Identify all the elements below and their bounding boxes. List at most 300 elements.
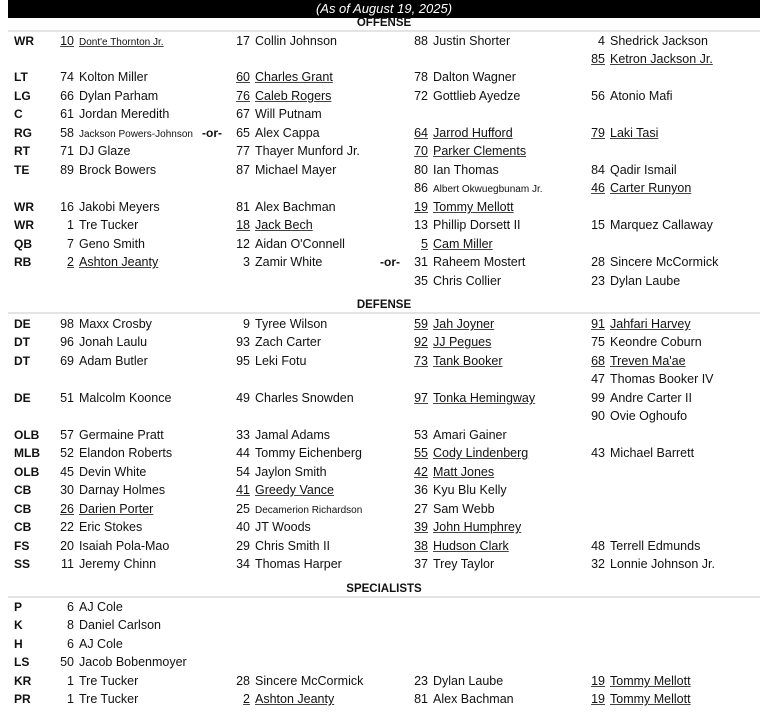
- player-name: Thomas Harper: [255, 557, 342, 571]
- player-entry: [230, 124, 320, 142]
- player-entry: [230, 352, 306, 370]
- depth-row: [0, 50, 768, 68]
- jersey-number: 11: [61, 557, 74, 571]
- player-entry-rookie: [408, 142, 526, 160]
- jersey-number: 50: [60, 655, 74, 669]
- jersey-number: 51: [60, 391, 74, 405]
- player-entry: [230, 142, 360, 160]
- jersey-number: 17: [236, 34, 250, 48]
- player-entry: [408, 216, 521, 234]
- player-entry-rookie: [408, 444, 528, 462]
- player-entry: [585, 537, 700, 555]
- player-entry: [54, 426, 164, 444]
- player-entry: [54, 142, 130, 160]
- player-name: Marquez Callaway: [610, 218, 713, 232]
- jersey-number: 90: [591, 409, 605, 423]
- jersey-number: 67: [236, 107, 250, 121]
- position-label: KR: [14, 674, 32, 688]
- player-name: Alex Bachman: [433, 692, 514, 706]
- player-name: Thayer Munford Jr.: [255, 144, 360, 158]
- or-separator: -or-: [202, 126, 222, 140]
- jersey-number: 46: [591, 181, 605, 195]
- depth-row: [0, 253, 768, 271]
- player-entry-rookie: [408, 463, 494, 481]
- player-name: Zach Carter: [255, 335, 321, 349]
- player-name: Parker Clements: [433, 144, 527, 158]
- depth-row: [0, 481, 768, 499]
- player-entry-rookie: [408, 518, 521, 536]
- jersey-number: 95: [236, 354, 250, 368]
- player-name: Dylan Laube: [433, 674, 504, 688]
- section-header-offense: OFFENSE: [8, 16, 760, 32]
- jersey-number: 73: [414, 354, 428, 368]
- position-label: QB: [14, 237, 32, 251]
- player-name: Tank Booker: [433, 354, 503, 368]
- player-name: Tre Tucker: [79, 674, 139, 688]
- player-name: Lonnie Johnson Jr.: [610, 557, 715, 571]
- jersey-number: 69: [60, 354, 74, 368]
- player-name: Jakobi Meyers: [79, 200, 160, 214]
- player-entry: [54, 161, 156, 179]
- jersey-number: 27: [414, 502, 428, 516]
- position-label: LG: [14, 89, 31, 103]
- player-name: Tommy Mellott: [433, 200, 514, 214]
- player-name: Chris Smith II: [255, 539, 331, 553]
- jersey-number: 75: [591, 335, 605, 349]
- depth-row: [0, 198, 768, 216]
- player-name: Dylan Parham: [79, 89, 159, 103]
- position-label: WR: [14, 34, 34, 48]
- depth-row: [0, 161, 768, 179]
- player-entry: [230, 235, 345, 253]
- jersey-number: 1: [67, 692, 74, 706]
- jersey-number: 60: [236, 70, 250, 84]
- jersey-number: 96: [60, 335, 74, 349]
- position-label: FS: [14, 539, 30, 553]
- player-entry-rookie: [585, 50, 713, 68]
- jersey-number: 98: [60, 317, 74, 331]
- player-name: Devin White: [79, 465, 147, 479]
- jersey-number: 45: [60, 465, 74, 479]
- jersey-number: 36: [414, 483, 428, 497]
- position-label: PR: [14, 692, 31, 706]
- position-label: WR: [14, 200, 34, 214]
- position-label: CB: [14, 502, 32, 516]
- player-entry-rookie: [230, 216, 313, 234]
- depth-row: [0, 690, 768, 708]
- jersey-number: 3: [243, 255, 250, 269]
- jersey-number: 28: [591, 255, 605, 269]
- jersey-number: 1: [67, 674, 74, 688]
- player-entry-rookie: [585, 672, 691, 690]
- position-label: RG: [14, 126, 32, 140]
- player-name: Ashton Jeanty: [255, 692, 335, 706]
- player-name: Geno Smith: [79, 237, 146, 251]
- player-entry: [230, 555, 342, 573]
- jersey-number: 79: [591, 126, 605, 140]
- player-entry: [408, 253, 525, 271]
- jersey-number: 13: [414, 218, 428, 232]
- player-name: Caleb Rogers: [255, 89, 332, 103]
- player-name: Michael Barrett: [610, 446, 695, 460]
- player-name: Darnay Holmes: [79, 483, 166, 497]
- section-header-defense: DEFENSE: [8, 298, 760, 314]
- player-entry: [408, 690, 514, 708]
- depth-row: [0, 105, 768, 123]
- jersey-number: 5: [421, 237, 428, 251]
- jersey-number: 20: [60, 539, 74, 553]
- player-entry: [54, 635, 123, 653]
- player-name: Eric Stokes: [79, 520, 143, 534]
- player-entry: [230, 537, 330, 555]
- jersey-number: 34: [236, 557, 250, 571]
- player-entry: [230, 463, 327, 481]
- player-name: Charles Snowden: [255, 391, 354, 405]
- jersey-number: 81: [414, 692, 428, 706]
- player-name: Tonka Hemingway: [433, 391, 536, 405]
- position-label: WR: [14, 218, 34, 232]
- jersey-number: 66: [60, 89, 74, 103]
- player-entry: [585, 32, 708, 50]
- player-name: Jordan Meredith: [79, 107, 170, 121]
- player-name: Jeremy Chinn: [79, 557, 157, 571]
- player-entry: [54, 235, 145, 253]
- position-label: LT: [14, 70, 28, 84]
- player-name: Ketron Jackson Jr.: [610, 52, 713, 66]
- position-label: OLB: [14, 465, 40, 479]
- player-entry-rookie: [230, 68, 333, 86]
- jersey-number: 44: [236, 446, 250, 460]
- jersey-number: 18: [236, 218, 250, 232]
- player-entry: [230, 672, 363, 690]
- player-entry-rookie: [408, 389, 535, 407]
- jersey-number: 61: [60, 107, 74, 121]
- depth-row: [0, 272, 768, 290]
- player-entry: [585, 272, 680, 290]
- depth-row: [0, 235, 768, 253]
- jersey-number: 4: [598, 34, 605, 48]
- player-entry: [585, 253, 718, 271]
- player-name: Cam Miller: [433, 237, 493, 251]
- jersey-number: 53: [414, 428, 428, 442]
- depth-row: [0, 635, 768, 653]
- player-entry-rookie: [54, 32, 164, 52]
- player-name: Tre Tucker: [79, 692, 139, 706]
- jersey-number: 25: [236, 502, 250, 516]
- jersey-number: 37: [414, 557, 428, 571]
- depth-row: [0, 87, 768, 105]
- jersey-number: 15: [591, 218, 605, 232]
- player-entry-rookie: [585, 124, 658, 142]
- jersey-number: 30: [60, 483, 74, 497]
- player-entry-rookie: [408, 198, 514, 216]
- jersey-number: 16: [60, 200, 74, 214]
- depth-row: [0, 370, 768, 388]
- player-name: Ian Thomas: [433, 163, 499, 177]
- position-label: CB: [14, 520, 32, 534]
- player-entry: [54, 444, 172, 462]
- player-name: Tommy Mellott: [610, 692, 691, 706]
- jersey-number: 28: [236, 674, 250, 688]
- player-name: Leki Fotu: [255, 354, 307, 368]
- depth-row: [0, 32, 768, 50]
- depth-row: [0, 124, 768, 142]
- depth-row: [0, 598, 768, 616]
- player-name: Qadir Ismail: [610, 163, 677, 177]
- player-entry: [230, 518, 311, 536]
- jersey-number: 43: [591, 446, 605, 460]
- player-entry: [585, 407, 687, 425]
- jersey-number: 33: [236, 428, 250, 442]
- player-name: Charles Grant: [255, 70, 333, 84]
- player-name: DJ Glaze: [79, 144, 131, 158]
- jersey-number: 9: [243, 317, 250, 331]
- player-name: JT Woods: [255, 520, 311, 534]
- player-name: Jonah Laulu: [79, 335, 148, 349]
- player-entry: [54, 537, 169, 555]
- player-name: Decamerion Richardson: [255, 505, 363, 516]
- player-entry: [54, 653, 187, 671]
- player-entry: [408, 87, 520, 105]
- position-label: LS: [14, 655, 30, 669]
- player-entry: [408, 426, 507, 444]
- player-entry: [408, 500, 495, 518]
- jersey-number: 2: [243, 692, 250, 706]
- depth-row: [0, 518, 768, 536]
- player-name: Carter Runyon: [610, 181, 692, 195]
- jersey-number: 56: [591, 89, 605, 103]
- jersey-number: 32: [591, 557, 605, 571]
- player-entry: [408, 672, 503, 690]
- depth-row: [0, 426, 768, 444]
- player-entry: [585, 87, 673, 105]
- player-name: Tre Tucker: [79, 218, 139, 232]
- depth-row: [0, 142, 768, 160]
- player-name: Jah Joyner: [433, 317, 495, 331]
- player-entry: [230, 389, 354, 407]
- player-name: Kolton Miller: [79, 70, 148, 84]
- player-name: Adam Butler: [79, 354, 148, 368]
- jersey-number: 71: [60, 144, 74, 158]
- player-entry: [54, 87, 158, 105]
- jersey-number: 52: [60, 446, 74, 460]
- player-name: Daniel Carlson: [79, 618, 161, 632]
- player-entry: [54, 616, 161, 634]
- jersey-number: 41: [236, 483, 250, 497]
- position-label: DT: [14, 335, 30, 349]
- jersey-number: 72: [414, 89, 428, 103]
- depth-row: [0, 616, 768, 634]
- position-label: DE: [14, 391, 31, 405]
- player-entry: [230, 198, 336, 216]
- player-name: Elandon Roberts: [79, 446, 173, 460]
- depth-row: [0, 444, 768, 462]
- jersey-number: 42: [414, 465, 428, 479]
- player-name: Laki Tasi: [610, 126, 659, 140]
- jersey-number: 54: [236, 465, 250, 479]
- player-name: Collin Johnson: [255, 34, 337, 48]
- player-entry: [230, 333, 321, 351]
- player-name: Tommy Mellott: [610, 674, 691, 688]
- jersey-number: 29: [236, 539, 250, 553]
- player-name: JJ Pegues: [433, 335, 492, 349]
- player-entry: [408, 481, 507, 499]
- position-label: H: [14, 637, 23, 651]
- player-entry-rookie: [230, 87, 331, 105]
- jersey-number: 22: [60, 520, 74, 534]
- depth-row: [0, 216, 768, 234]
- jersey-number: 26: [60, 502, 74, 516]
- jersey-number: 40: [236, 520, 250, 534]
- player-name: Terrell Edmunds: [610, 539, 701, 553]
- player-name: Kyu Blu Kelly: [433, 483, 507, 497]
- jersey-number: 85: [591, 52, 605, 66]
- position-label: TE: [14, 163, 30, 177]
- position-label: OLB: [14, 428, 40, 442]
- player-name: Greedy Vance: [255, 483, 334, 497]
- player-name: Gottlieb Ayedze: [433, 89, 521, 103]
- player-name: Malcolm Koonce: [79, 391, 172, 405]
- position-label: RB: [14, 255, 32, 269]
- position-label: C: [14, 107, 23, 121]
- player-entry-rookie: [585, 352, 686, 370]
- jersey-number: 80: [414, 163, 428, 177]
- player-name: Ashton Jeanty: [79, 255, 159, 269]
- player-entry: [230, 105, 322, 123]
- player-entry: [54, 352, 148, 370]
- player-entry: [54, 105, 169, 123]
- jersey-number: 58: [60, 126, 74, 140]
- jersey-number: 23: [591, 274, 605, 288]
- player-entry: [408, 68, 516, 86]
- depth-row: [0, 653, 768, 671]
- player-name: Maxx Crosby: [79, 317, 152, 331]
- jersey-number: 38: [414, 539, 428, 553]
- player-entry: [54, 690, 138, 708]
- jersey-number: 57: [60, 428, 74, 442]
- player-entry-rookie: [230, 690, 334, 708]
- player-name: Jarrod Hufford: [433, 126, 513, 140]
- player-entry: [54, 598, 123, 616]
- jersey-number: 19: [414, 200, 428, 214]
- player-name: Isaiah Pola-Mao: [79, 539, 170, 553]
- player-entry-rookie: [585, 179, 691, 197]
- position-label: K: [14, 618, 23, 632]
- player-entry: [408, 161, 499, 179]
- player-name: Chris Collier: [433, 274, 502, 288]
- player-name: Trey Taylor: [433, 557, 495, 571]
- jersey-number: 70: [414, 144, 428, 158]
- player-entry: [230, 253, 322, 271]
- player-entry-rookie: [54, 500, 153, 518]
- player-entry: [54, 315, 152, 333]
- depth-row: [0, 333, 768, 351]
- position-label: RT: [14, 144, 30, 158]
- jersey-number: 59: [414, 317, 428, 331]
- jersey-number: 88: [414, 34, 428, 48]
- player-name: Sam Webb: [433, 502, 495, 516]
- position-label: SS: [14, 557, 31, 571]
- depth-row: [0, 389, 768, 407]
- player-entry: [230, 32, 337, 50]
- jersey-number: 55: [414, 446, 428, 460]
- player-name: Sincere McCormick: [255, 674, 364, 688]
- player-name: Jahfari Harvey: [610, 317, 691, 331]
- player-name: Jaylon Smith: [255, 465, 327, 479]
- depth-row: [0, 315, 768, 333]
- player-entry: [585, 161, 677, 179]
- player-entry-rookie: [408, 315, 494, 333]
- player-name: Hudson Clark: [433, 539, 509, 553]
- jersey-number: 7: [67, 237, 74, 251]
- player-name: Aidan O'Connell: [255, 237, 345, 251]
- jersey-number: 49: [236, 391, 250, 405]
- player-name: Tommy Eichenberg: [255, 446, 362, 460]
- jersey-number: 35: [414, 274, 428, 288]
- player-name: Tyree Wilson: [255, 317, 328, 331]
- player-entry: [585, 370, 714, 388]
- player-entry: [54, 68, 148, 86]
- player-name: Matt Jones: [433, 465, 495, 479]
- jersey-number: 84: [591, 163, 605, 177]
- player-name: Jackson Powers-Johnson: [79, 129, 193, 140]
- player-entry-rookie: [408, 124, 513, 142]
- player-name: AJ Cole: [79, 600, 123, 614]
- player-name: Raheem Mostert: [433, 255, 526, 269]
- depth-row: [0, 555, 768, 573]
- player-entry: [54, 481, 165, 499]
- depth-row: [0, 179, 768, 197]
- player-entry: [408, 32, 510, 50]
- jersey-number: 19: [591, 692, 605, 706]
- player-name: John Humphrey: [433, 520, 522, 534]
- jersey-number: 91: [591, 317, 605, 331]
- jersey-number: 12: [236, 237, 250, 251]
- player-entry-rookie: [585, 690, 691, 708]
- jersey-number: 39: [414, 520, 428, 534]
- player-entry: [54, 333, 147, 351]
- player-name: Amari Gainer: [433, 428, 507, 442]
- player-entry-rookie: [230, 481, 334, 499]
- depth-row: [0, 500, 768, 518]
- jersey-number: 10: [60, 34, 74, 48]
- player-entry-rookie: [408, 333, 491, 351]
- player-entry: [54, 389, 171, 407]
- player-entry: [54, 198, 160, 216]
- player-name: Ovie Oghoufo: [610, 409, 688, 423]
- player-entry: [585, 555, 715, 573]
- player-name: Dont'e Thornton Jr.: [79, 37, 164, 48]
- depth-row: [0, 672, 768, 690]
- section-header-specialists: SPECIALISTS: [8, 582, 760, 598]
- player-name: Atonio Mafi: [610, 89, 673, 103]
- depth-row: [0, 68, 768, 86]
- player-name: Zamir White: [255, 255, 323, 269]
- player-entry-rookie: [408, 537, 509, 555]
- position-label: MLB: [14, 446, 40, 460]
- depth-row: [0, 407, 768, 425]
- player-name: Treven Ma'ae: [610, 354, 686, 368]
- jersey-number: 1: [67, 218, 74, 232]
- player-entry: [585, 389, 692, 407]
- player-name: Will Putnam: [255, 107, 322, 121]
- player-name: Keondre Coburn: [610, 335, 702, 349]
- player-entry: [585, 333, 702, 351]
- player-entry: [54, 672, 138, 690]
- player-name: Darien Porter: [79, 502, 154, 516]
- player-entry: [230, 315, 327, 333]
- player-entry: [585, 444, 694, 462]
